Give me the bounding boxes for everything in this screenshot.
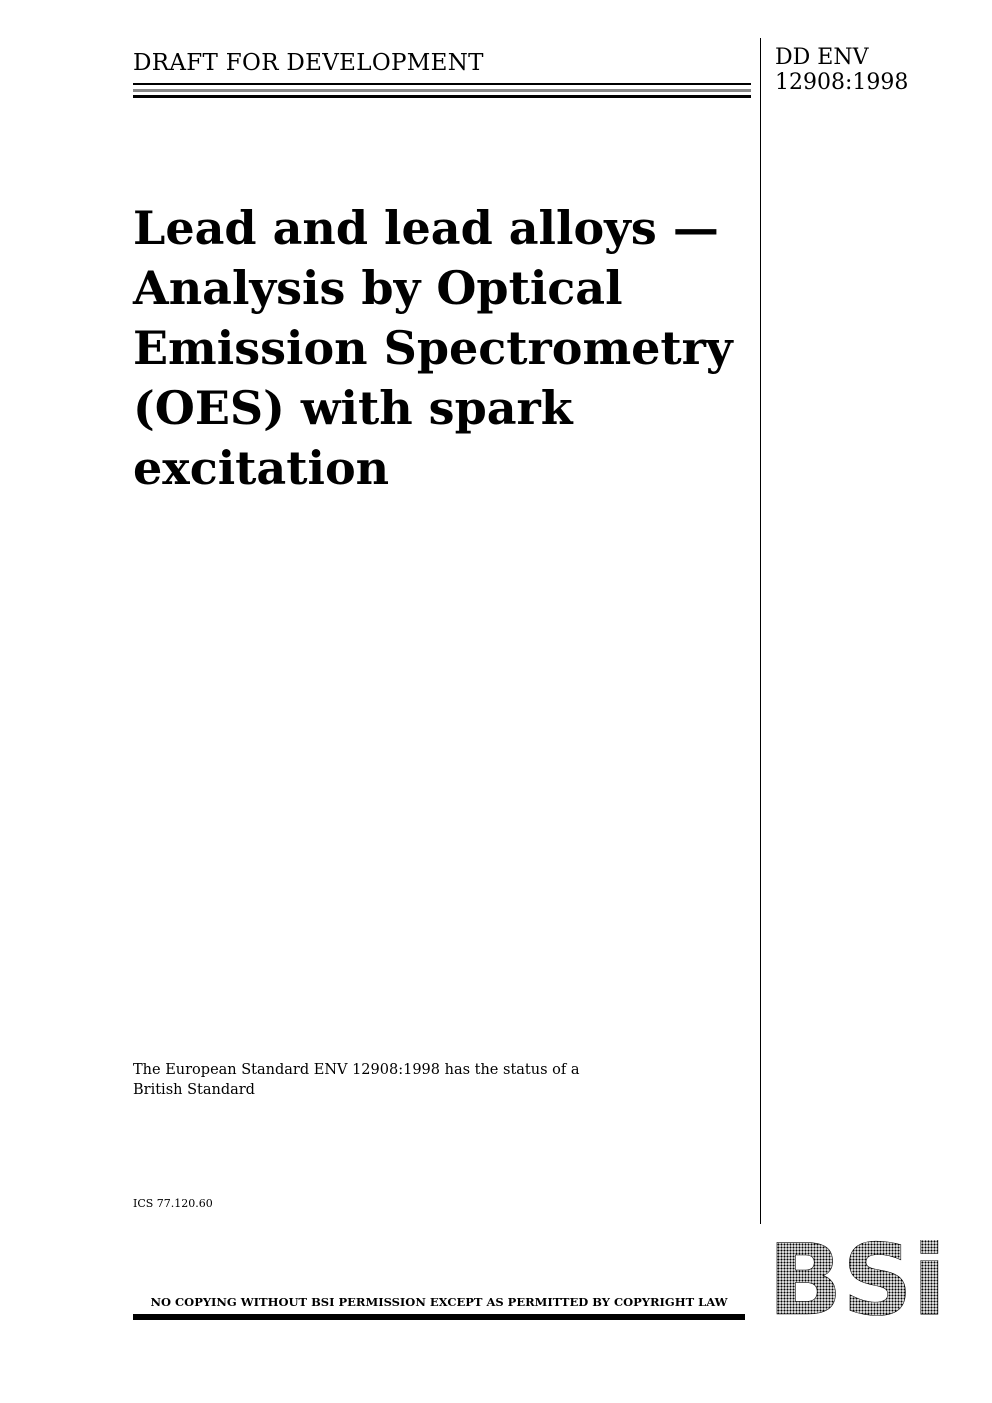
header-rule-middle [133,89,751,92]
header-rule-top [133,83,751,85]
bottom-rule [133,1314,745,1320]
status-note: The European Standard ENV 12908:1998 has the status of a British Standard [133,1062,580,1098]
vertical-divider [760,38,761,1224]
document-id: DD ENV 12908:1998 [775,45,909,95]
header-rule-bottom [133,95,751,98]
svg-text:BSi: BSi [768,1240,946,1320]
copyright-notice: NO COPYING WITHOUT BSI PERMISSION EXCEPT AS PERMITTED BY COPYRIGHT LAW [150,1295,728,1309]
ics-code: ICS 77.120.60 [133,1197,213,1210]
header-label: DRAFT FOR DEVELOPMENT [133,50,484,76]
bsi-logo-icon [768,1240,946,1320]
document-title: Lead and lead alloys — Analysis by Optical Emission Spectrometry (OES) with spark excitation [133,201,733,495]
